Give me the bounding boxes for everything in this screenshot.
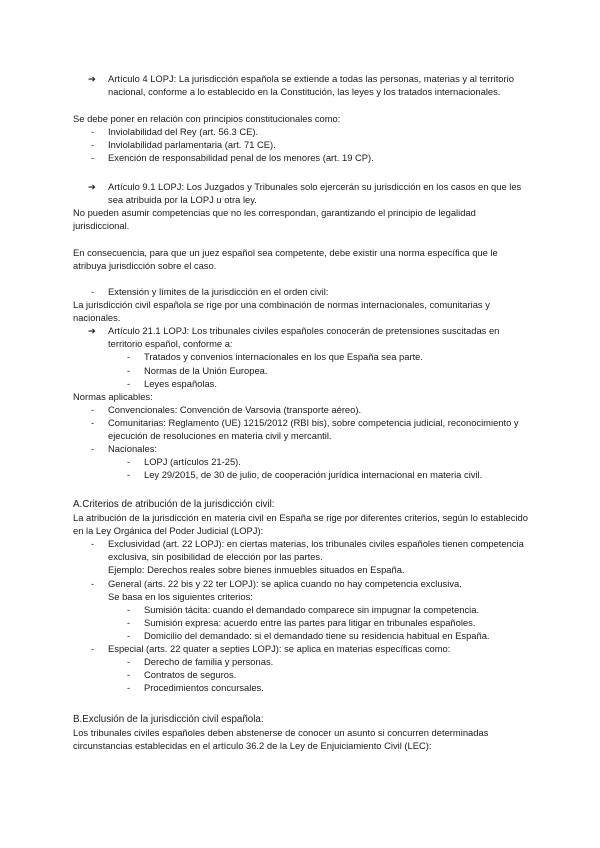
dash-icon: -	[127, 351, 131, 363]
list-item: - Inviolabilidad parlamentaria (art. 71 CE).	[91, 139, 276, 151]
dash-icon: -	[127, 682, 131, 694]
section-b-intro: Los tribunales civiles españoles deben abstenerse de conocer un asunto si concurren determinadas circunstancias establecidas en el artículo 36.2 de la Ley de Enjuiciamiento Civil (LEC):	[73, 727, 489, 752]
dash-icon: -	[91, 286, 95, 297]
list-item: - Derecho de familia y personas.	[127, 656, 274, 668]
arrow-icon: ➔	[88, 325, 96, 337]
list-item: - Exclusividad (art. 22 LOPJ): en ciertas materias, los tribunales civiles españoles tienen competencia exclusiva, sin posibilidad de elección por las partes.	[91, 538, 524, 563]
list-item: - Exención de responsabilidad penal de los menores (art. 19 CP).	[91, 152, 374, 164]
general-based: Se basa en los siguientes criterios:	[108, 590, 253, 602]
arrow-icon: ➔	[88, 73, 96, 84]
list-item: - Especial (arts. 22 quater a septies LOPJ): se aplica en materias específicas como:	[91, 643, 451, 655]
dash-icon: -	[91, 152, 95, 164]
list-item: - Normas de la Unión Europea.	[127, 364, 268, 376]
dash-icon: -	[91, 403, 95, 415]
dash-icon: -	[91, 139, 95, 151]
art4-item	[73, 72, 528, 98]
list-item: - Procedimientos concursales.	[127, 682, 264, 694]
dash-icon: -	[127, 656, 131, 668]
list-item: - Contratos de seguros.	[127, 669, 237, 681]
section-a-intro: La atribución de la jurisdicción en materia civil en España se rige por diferentes criterios, según lo establecido en la Ley Orgánica del Poder Judicial (LOPJ):	[73, 512, 528, 537]
consequence-paragraph: En consecuencia, para que un juez español sea competente, debe existir una norma específica que le atribuya jurisdicción sobre el caso.	[73, 247, 498, 272]
extension-title: - Extensión y límites de la jurisdicción en el orden civil:	[91, 286, 329, 297]
dash-icon: -	[127, 456, 131, 468]
section-b	[73, 713, 528, 752]
dash-icon: -	[91, 643, 95, 655]
list-item: - Leyes españolas.	[127, 377, 217, 389]
list-item: - Ley 29/2015, de 30 de julio, de cooperación jurídica internacional en materia civil.	[127, 469, 483, 481]
dash-icon: -	[91, 577, 95, 589]
list-item: - Sumisión tácita: cuando el demandado comparece sin impugnar la competencia.	[127, 603, 480, 615]
civil-intro: La jurisdicción civil española se rige por una combinación de normas internacionales, comunitarias y nacionales.	[73, 299, 490, 324]
dash-icon: -	[127, 616, 131, 628]
dash-icon: -	[127, 669, 131, 681]
dash-icon: -	[91, 538, 95, 550]
section-a-title: A.Criterios de atribución de la jurisdicción civil:	[73, 499, 275, 510]
list-item: - Comunitarias: Reglamento (UE) 1215/2012 (RBI bis), sobre competencia judicial, reconocimiento y ejecución de resoluciones en materia civil y mercantil.	[91, 416, 519, 442]
art9-text: Artículo 9.1 LOPJ: Los Juzgados y Tribunales solo ejercerán su jurisdicción en los casos en que les sea atribuida por la LOPJ u otra ley.	[108, 181, 522, 206]
dash-icon: -	[127, 364, 131, 376]
exclusive-example: Ejemplo: Derechos reales sobre bienes inmuebles situados en España.	[108, 564, 405, 576]
dash-icon: -	[127, 469, 131, 481]
dash-icon: -	[91, 443, 95, 455]
art9-item	[73, 180, 528, 232]
dash-icon: -	[127, 603, 131, 615]
art4-text: Artículo 4 LOPJ: La jurisdicción española se extiende a todas las personas, materias y al territorio nacional, conforme a lo establecido en la Constitución, las leyes y los tratados internacionales.	[108, 73, 514, 98]
dash-icon: -	[91, 416, 95, 428]
dash-icon: -	[91, 126, 95, 138]
list-item: - Nacionales:	[91, 443, 157, 455]
list-item: - LOPJ (artículos 21-25).	[127, 456, 241, 468]
constitutional-intro: Se debe poner en relación con principios constitucionales como:	[73, 113, 341, 124]
list-item: - Domicilio del demandado: si el demandado tiene su residencia habitual en España.	[127, 629, 490, 641]
list-item: - Inviolabilidad del Rey (art. 56.3 CE).	[91, 126, 259, 138]
list-item: - General (arts. 22 bis y 22 ter LOPJ): se aplica cuando no hay competencia exclusiva.	[91, 577, 462, 589]
dash-icon: -	[127, 629, 131, 641]
art21-item: ➔ Artículo 21.1 LOPJ: Los tribunales civiles españoles conocerán de pretensiones suscitadas en territorio español, conforme a:	[88, 325, 500, 350]
constitutional-section	[73, 112, 528, 164]
list-item: - Tratados y convenios internacionales en los que España sea parte.	[127, 351, 423, 363]
norms-title: Normas aplicables:	[73, 390, 153, 402]
arrow-icon: ➔	[88, 181, 96, 192]
extension-section	[73, 285, 528, 481]
section-a	[73, 498, 528, 694]
list-item: - Sumisión expresa: acuerdo entre las partes para litigar en tribunales españoles.	[127, 616, 476, 628]
section-b-title: B.Exclusión de la jurisdicción civil española:	[73, 714, 264, 725]
dash-icon: -	[127, 377, 131, 389]
legality-paragraph: No pueden asumir competencias que no les correspondan, garantizando el principio de legalidad jurisdiccional.	[73, 207, 476, 232]
list-item: - Convencionales: Convención de Varsovia (transporte aéreo).	[91, 403, 362, 415]
